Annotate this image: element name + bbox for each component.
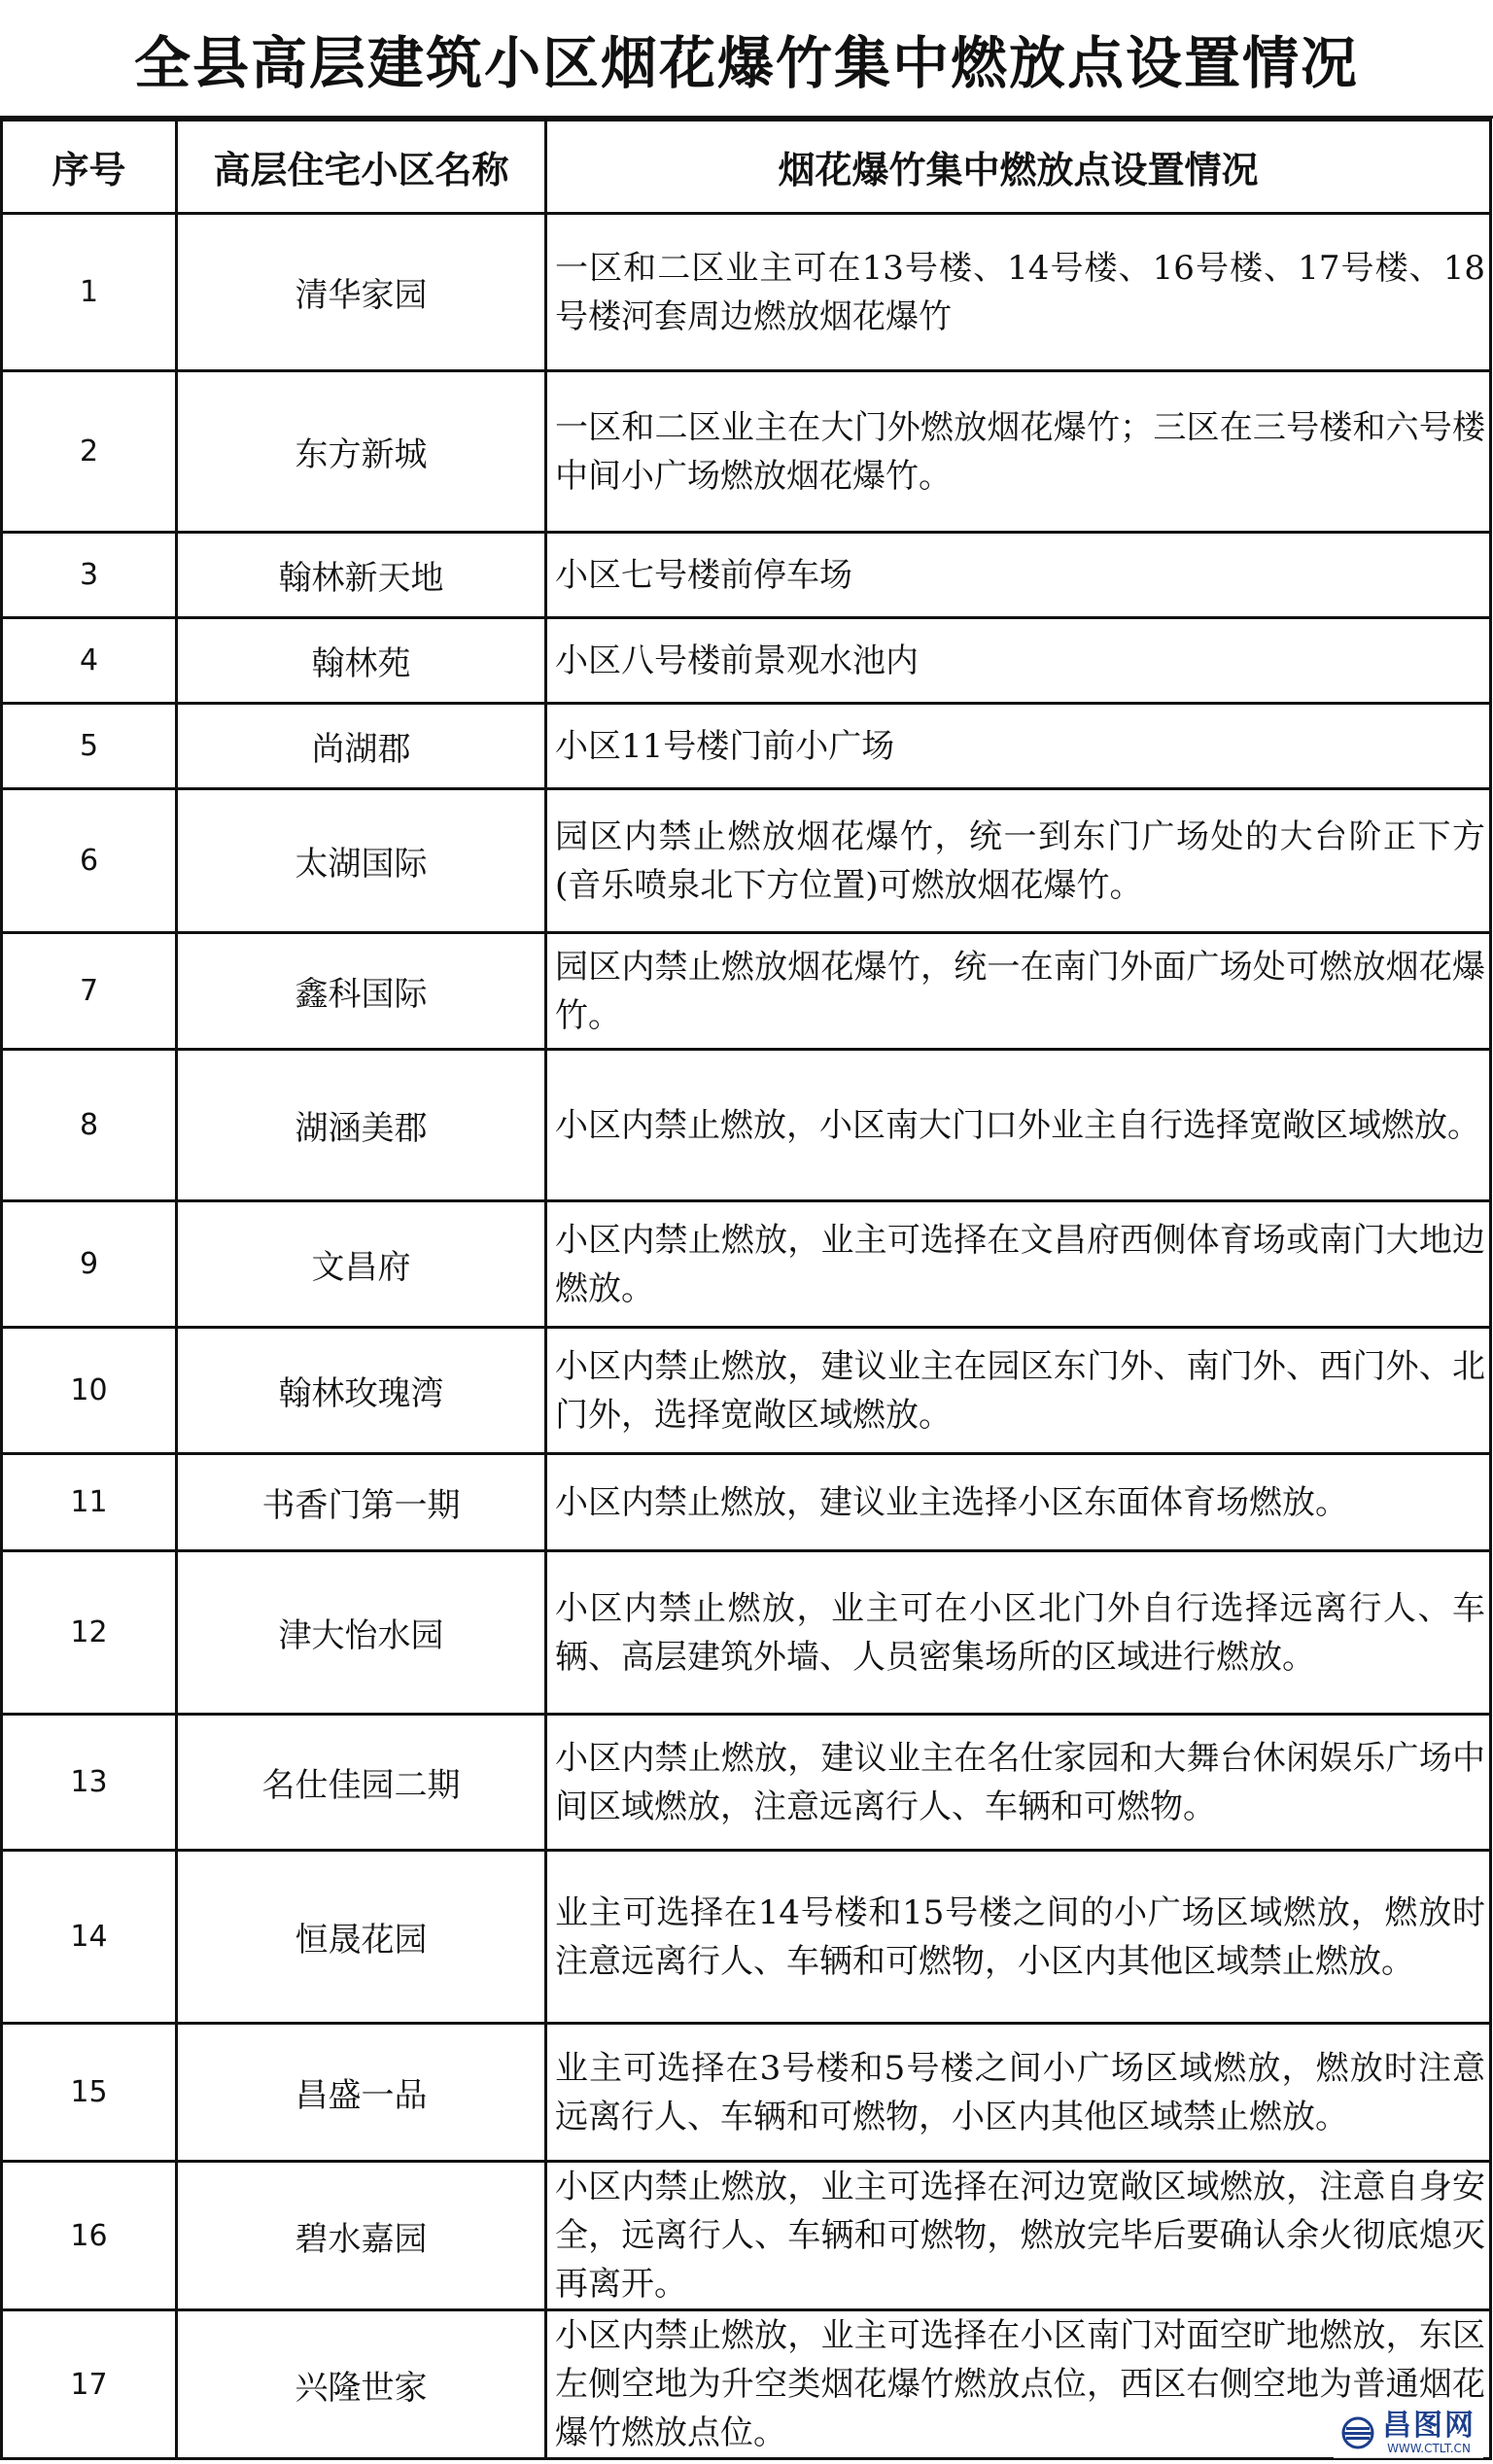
community-name: 兴隆世家: [177, 2310, 546, 2459]
table-row: [2, 704, 1491, 789]
row-number: 8: [2, 1050, 177, 1201]
site-description: 小区内禁止燃放，小区南大门口外业主自行选择宽敞区域燃放。: [546, 1050, 1491, 1201]
site-description: 小区内禁止燃放，业主可选择在河边宽敞区域燃放，注意自身安全，远离行人、车辆和可燃物，燃放完毕后要确认余火彻底熄灭再离开。: [546, 2162, 1491, 2310]
table-row: [2, 533, 1491, 618]
row-number: 4: [2, 618, 177, 704]
document-title: 全县高层建筑小区烟花爆竹集中燃放点设置情况: [0, 0, 1493, 119]
community-name: 翰林新天地: [177, 533, 546, 618]
header-number: 序号: [2, 121, 177, 214]
table-row: [2, 371, 1491, 533]
table-row: [2, 1551, 1491, 1715]
site-description: 一区和二区业主可在13号楼、14号楼、16号楼、17号楼、18号楼河套周边燃放烟花爆竹: [546, 214, 1491, 371]
globe-logo-icon: [1341, 2416, 1374, 2449]
site-description: 园区内禁止燃放烟花爆竹，统一到东门广场处的大台阶正下方(音乐喷泉北下方位置)可燃放烟花爆竹。: [546, 789, 1491, 933]
row-number: 7: [2, 933, 177, 1050]
row-number: 6: [2, 789, 177, 933]
table-row: [2, 214, 1491, 371]
table-row: [2, 618, 1491, 704]
community-name: 鑫科国际: [177, 933, 546, 1050]
row-number: 11: [2, 1454, 177, 1551]
table-row: [2, 2310, 1491, 2459]
row-number: 12: [2, 1551, 177, 1715]
community-name: 书香门第一期: [177, 1454, 546, 1551]
table-row: [2, 2162, 1491, 2310]
site-description: 小区内禁止燃放，业主可在小区北门外自行选择远离行人、车辆、高层建筑外墙、人员密集场所的区域进行燃放。: [546, 1551, 1491, 1715]
site-description: 小区内禁止燃放，建议业主在名仕家园和大舞台休闲娱乐广场中间区域燃放，注意远离行人、车辆和可燃物。: [546, 1715, 1491, 1851]
header-community-name: 高层住宅小区名称: [177, 121, 546, 214]
row-number: 10: [2, 1328, 177, 1454]
site-description: 小区八号楼前景观水池内: [546, 618, 1491, 704]
community-name: 津大怡水园: [177, 1551, 546, 1715]
community-name: 翰林玫瑰湾: [177, 1328, 546, 1454]
header-site-description: 烟花爆竹集中燃放点设置情况: [546, 121, 1491, 214]
site-watermark: [1334, 2408, 1483, 2458]
table-row: [2, 1328, 1491, 1454]
table-row: [2, 789, 1491, 933]
row-number: 16: [2, 2162, 177, 2310]
community-name: 湖涵美郡: [177, 1050, 546, 1201]
community-name: 昌盛一品: [177, 2024, 546, 2162]
community-name: 尚湖郡: [177, 704, 546, 789]
fireworks-site-table: [0, 119, 1492, 2460]
row-number: 1: [2, 214, 177, 371]
site-description: 小区内禁止燃放，建议业主在园区东门外、南门外、西门外、北门外，选择宽敞区域燃放。: [546, 1328, 1491, 1454]
row-number: 13: [2, 1715, 177, 1851]
table-row: [2, 1454, 1491, 1551]
row-number: 3: [2, 533, 177, 618]
table-row: [2, 933, 1491, 1050]
community-name: 名仕佳园二期: [177, 1715, 546, 1851]
row-number: 9: [2, 1201, 177, 1328]
community-name: 太湖国际: [177, 789, 546, 933]
row-number: 14: [2, 1851, 177, 2024]
table-row: [2, 1715, 1491, 1851]
site-description: 小区内禁止燃放，业主可选择在小区南门对面空旷地燃放，东区左侧空地为升空类烟花爆竹燃放点位，西区右侧空地为普通烟花爆竹燃放点位。: [546, 2310, 1491, 2459]
community-name: 文昌府: [177, 1201, 546, 1328]
community-name: 翰林苑: [177, 618, 546, 704]
site-description: 园区内禁止燃放烟花爆竹，统一在南门外面广场处可燃放烟花爆竹。: [546, 933, 1491, 1050]
table-row: [2, 1050, 1491, 1201]
watermark-name: 昌图网: [1382, 2409, 1476, 2443]
site-description: 小区七号楼前停车场: [546, 533, 1491, 618]
table-header-row: [2, 121, 1491, 214]
row-number: 17: [2, 2310, 177, 2459]
site-description: 小区11号楼门前小广场: [546, 704, 1491, 789]
table-row: [2, 2024, 1491, 2162]
table-row: [2, 1201, 1491, 1328]
table-row: [2, 1851, 1491, 2024]
site-description: 业主可选择在3号楼和5号楼之间小广场区域燃放，燃放时注意远离行人、车辆和可燃物，小区内其他区域禁止燃放。: [546, 2024, 1491, 2162]
community-name: 东方新城: [177, 371, 546, 533]
row-number: 5: [2, 704, 177, 789]
site-description: 业主可选择在14号楼和15号楼之间的小广场区域燃放，燃放时注意远离行人、车辆和可燃物，小区内其他区域禁止燃放。: [546, 1851, 1491, 2024]
row-number: 15: [2, 2024, 177, 2162]
community-name: 碧水嘉园: [177, 2162, 546, 2310]
row-number: 2: [2, 371, 177, 533]
community-name: 恒晟花园: [177, 1851, 546, 2024]
watermark-url: WWW.CTLT.CN: [1387, 2442, 1471, 2455]
community-name: 清华家园: [177, 214, 546, 371]
site-description: 一区和二区业主在大门外燃放烟花爆竹；三区在三号楼和六号楼中间小广场燃放烟花爆竹。: [546, 371, 1491, 533]
site-description: 小区内禁止燃放，业主可选择在文昌府西侧体育场或南门大地边燃放。: [546, 1201, 1491, 1328]
site-description: 小区内禁止燃放，建议业主选择小区东面体育场燃放。: [546, 1454, 1491, 1551]
